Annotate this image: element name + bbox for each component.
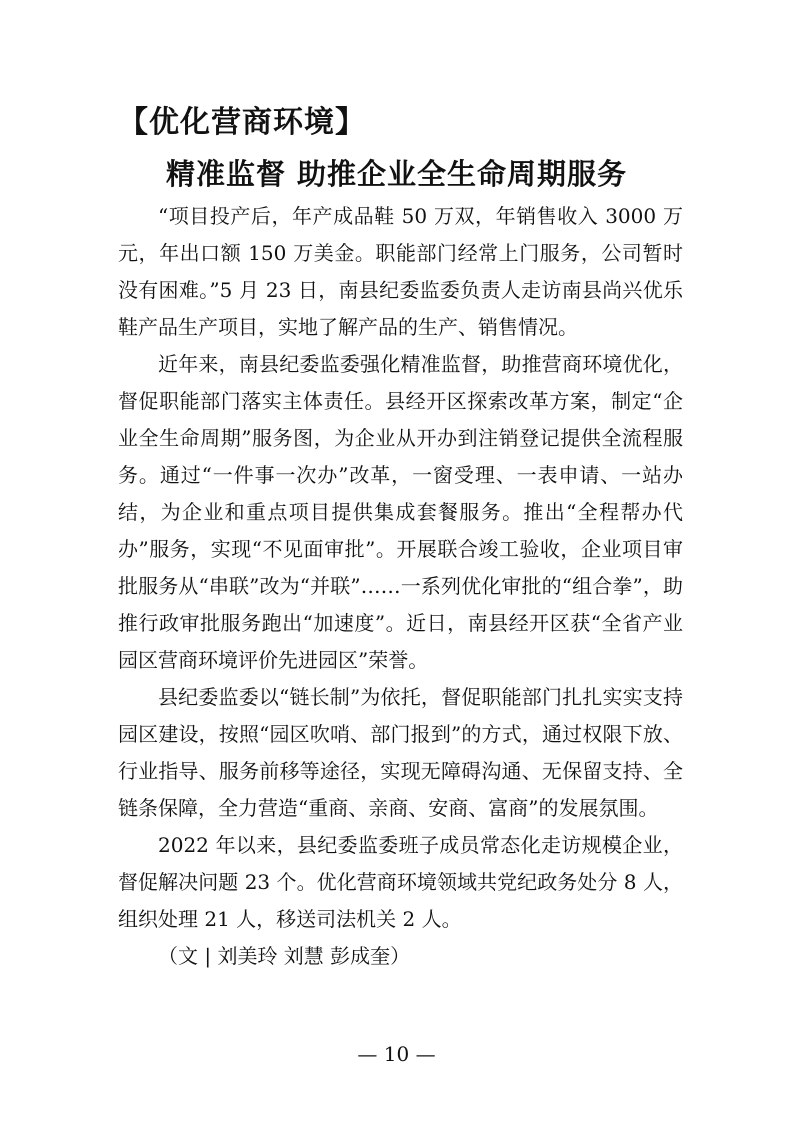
page-number: — 10 —	[357, 1042, 436, 1066]
paragraph-1: “项目投产后，年产成品鞋 50 万双，年销售收入 3000 万元，年出口额 150 万美金。职能部门经常上门服务，公司暂时没有困难。”5 月 23 日，南县纪委监委负责人走访南县尚兴优乐鞋产品生产项目，实地了解产品的生产、销售情况。	[118, 204, 683, 339]
paragraph-4: 2022 年以来，县纪委监委班子成员常态化走访规模企业，督促解决问题 23 个。优化营商环境领域共党纪政务处分 8 人，组织处理 21 人，移送司法机关 2 人。	[118, 833, 683, 931]
paragraph-3: 县纪委监委以“链长制”为依托，督促职能部门扎扎实实支持园区建设，按照“园区吹哨、部门报到”的方式，通过权限下放、行业指导、服务前移等途径，实现无障碍沟通、无保留支持、全链条保障，全力营造“重商、亲商、安商、富商”的发展氛围。	[118, 685, 683, 820]
section-label: 【优化营商环境】	[118, 105, 366, 140]
article-body	[118, 198, 683, 975]
byline: （文 | 刘美玲 刘慧 彭成奎）	[158, 944, 411, 968]
paragraph-2: 近年来，南县纪委监委强化精准监督，助推营商环境优化，督促职能部门落实主体责任。县经开区探索改革方案，制定“企业全生命周期”服务图，为企业从开办到注销登记提供全流程服务。通过“一件事一次办”改革，一窗受理、一表申请、一站办结，为企业和重点项目提供集成套餐服务。推出“全程帮办代办”服务，实现“不见面审批”。开展联合竣工验收，企业项目审批服务从“串联”改为“并联”……一系列优化审批的“组合拳”，助推行政审批服务跑出“加速度”。近日，南县经开区获“全省产业园区营商环境评价先进园区”荣誉。	[118, 352, 683, 672]
article-title: 精准监督 助推企业全生命周期服务	[165, 157, 628, 191]
